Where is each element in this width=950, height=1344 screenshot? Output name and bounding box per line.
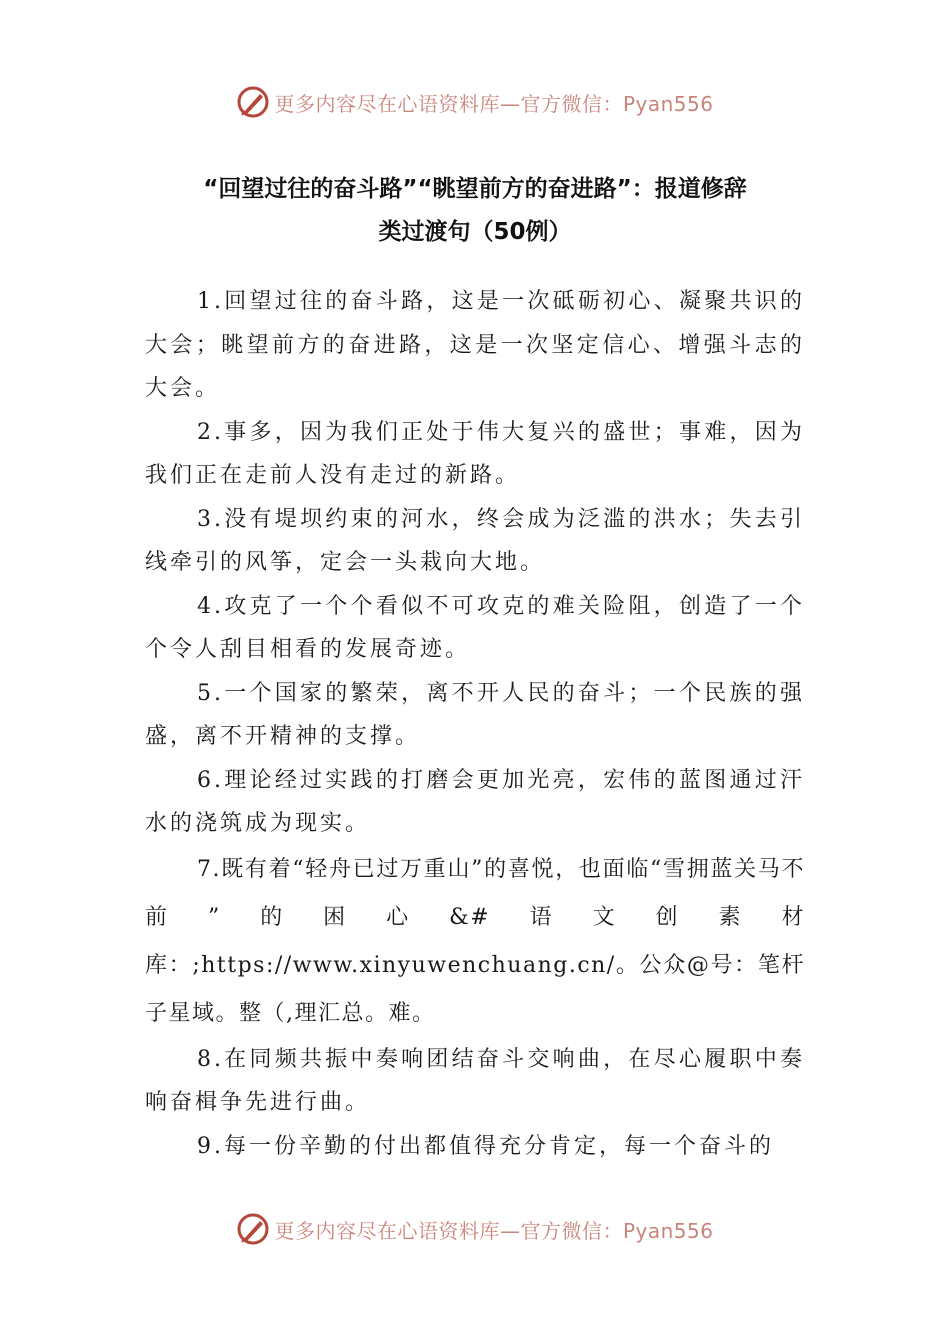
- list-item: 8.在同频共振中奏响团结奋斗交响曲，在尽心履职中奏响奋楫争先进行曲。: [145, 1046, 805, 1115]
- list-item: 5.一个国家的繁荣，离不开人民的奋斗；一个民族的强盛，离不开精神的支撑。: [145, 680, 805, 749]
- footer-watermark-text: 更多内容尽在心语资料库—官方微信：Pyan556: [274, 1218, 714, 1243]
- list-item: 9.每一份辛勤的付出都值得充分肯定，每一个奋斗的: [197, 1133, 774, 1159]
- list-item: 3.没有堤坝约束的河水，终会成为泛滥的洪水；失去引线牵引的风筝，定会一头栽向大地。: [145, 506, 805, 575]
- document-title: [145, 168, 805, 254]
- title-line-2: 类过渡句（50例）: [378, 219, 572, 245]
- document-body: [145, 280, 805, 1168]
- list-item: 7.既有着“轻舟已过万重山”的喜悦，也面临“雪拥蓝关马不前”的困心&#语文创素材库：;https://www.xinyuwenchuang.cn/。公众@号：笔杆子星域。整（,理汇总。难。: [145, 856, 805, 1026]
- list-item: 1.回望过往的奋斗路，这是一次砥砺初心、凝聚共识的大会；眺望前方的奋进路，这是一次坚定信心、增强斗志的大会。: [145, 289, 805, 401]
- quill-pen-logo-icon: [236, 1212, 270, 1246]
- title-line-1: “回望过往的奋斗路”“眺望前方的奋进路”：报道修辞: [203, 176, 747, 202]
- header-watermark-text: 更多内容尽在心语资料库—官方微信：Pyan556: [274, 91, 714, 116]
- footer-watermark: [0, 1209, 950, 1249]
- list-item: 6.理论经过实践的打磨会更加光亮，宏伟的蓝图通过汗水的浇筑成为现实。: [145, 767, 805, 836]
- header-watermark: [0, 82, 950, 122]
- list-item: 2.事多，因为我们正处于伟大复兴的盛世；事难，因为我们正在走前人没有走过的新路。: [145, 419, 805, 488]
- list-item: 4.攻克了一个个看似不可攻克的难关险阻，创造了一个个令人刮目相看的发展奇迹。: [145, 593, 805, 662]
- quill-pen-logo-icon: [236, 85, 270, 119]
